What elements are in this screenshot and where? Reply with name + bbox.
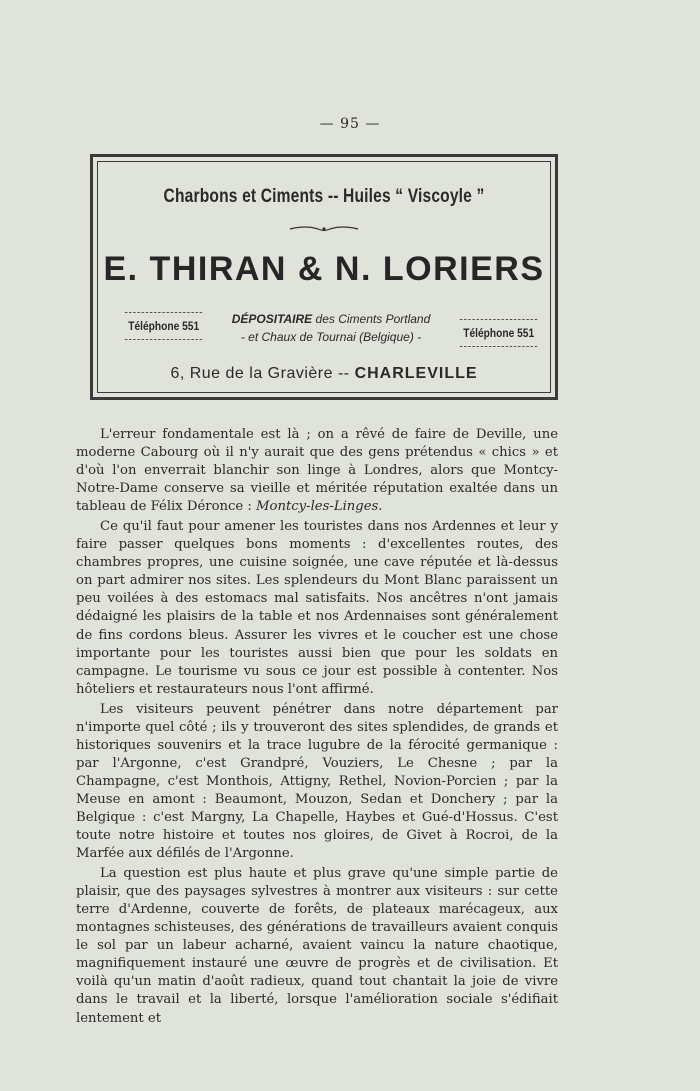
ad-firm-name: E. THIRAN & N. LORIERS [103, 250, 545, 288]
body-text [76, 426, 558, 1030]
ornament-flourish-icon [288, 224, 360, 234]
advertisement-inner-frame [97, 161, 551, 393]
ad-depot-text [216, 310, 446, 346]
phone-left: Téléphone 551 [125, 312, 203, 340]
ad-products-line: Charbons et Ciments -- Huiles “ Viscoyle ” [163, 186, 485, 207]
address-street: 6, Rue de la Gravière -- [170, 365, 355, 382]
ad-address [98, 365, 550, 383]
depot-line2: - et Chaux de Tournai (Belgique) - [240, 330, 422, 344]
paragraph-1 [76, 426, 558, 516]
phone-right: Téléphone 551 [460, 319, 538, 347]
paragraph-4: La question est plus haute et plus grave qu'une simple partie de plaisir, que des paysages sylvestres à montrer aux visiteurs : sur cette terre d'Ardenne, couverte de forêts, de plateaux marécageux, aux montagnes schisteuses, des générations de travailleurs avaient conquis le sol par un labeur acharné, avaient vaincu la nature chaotique, magnifiquement instauré une œuvre de progrès et de civilisation. Et voilà qu'un matin d'août radieux, quand tout chantait la joie de vivre dans le travail et la liberté, lorsque l'amélioration sociale s'édifiait lentement et [76, 866, 558, 1026]
paragraph-3: Les visiteurs peuvent pénétrer dans notre département par n'importe quel côté ; ils y trouveront des sites splendides, de grands et historiques souvenirs et la trace lugubre de la férocité germanique : par l'Argonne, c'est Grandpré, Vouziers, Le Chesne ; par la Champagne, c'est Monthois, Attigny, Rethel, Novion-Porcien ; par la Meuse en amont : Beaumont, Mouzon, Sedan et Donchery ; par la Belgique : c'est Margny, La Chapelle, Haybes et Gué-d'Hossus. C'est toute notre histoire et toutes nos gloires, de Givet à Rocroi, de la Marfée aux défilés de l'Argonne. [76, 701, 558, 862]
paragraph-2: Ce qu'il faut pour amener les touristes dans nos Ardennes et leur y faire passer quelques bons moments : d'excellentes routes, des chambres propres, une cuisine soignée, une cave réputée et là-dessus on part admirer nos sites. Les splendeurs du Mont Blanc paraissent un peu voilées à des estomacs mal satisfaits. Nos ancêtres n'ont jamais dédaigné les plaisirs de la table et nos Ardennaises sont généralement de fins cordons bleus. Assurer les vivres et le coucher est une chose importante pour les touristes aussi bien que pour les soldats en campagne. Le tourisme vu sous ce jour est possible à contenter. Nos hôteliers et restaurateurs nous l'ont affirmé. [76, 519, 558, 697]
depot-bold: DÉPOSITAIRE [231, 312, 313, 326]
page-number: — 95 — [319, 116, 381, 132]
address-city: CHARLEVILLE [354, 365, 478, 382]
paragraph-1-italic: Montcy-les-Linges. [256, 499, 383, 515]
advertisement-box [90, 154, 558, 400]
depot-line1-rest: des Ciments Portland [312, 312, 431, 326]
paragraph-1-text: L'erreur fondamentale est là ; on a rêvé de faire de Deville, une moderne Cabourg où il n'y aurait que des gens prétendus « chics » et d'où l'on enverrait blanchir son linge à Londres, alors que Montcy-Notre-Dame conserve sa vieille et méritée réputation exaltée dans un tableau de Félix Déronce : [76, 427, 558, 515]
